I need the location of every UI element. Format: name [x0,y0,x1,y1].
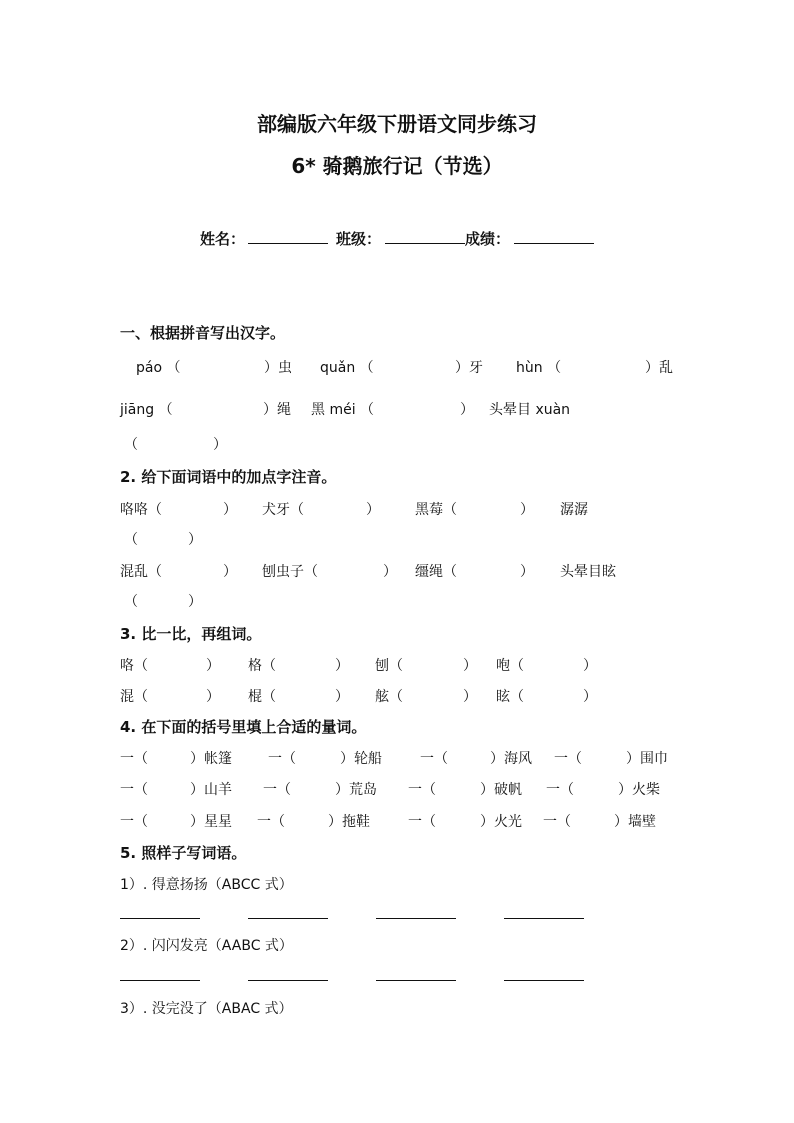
q4-item: 一（ [546,782,574,798]
q4-item: 一（ [120,751,148,767]
q4-item[interactable]: ）轮船 [340,751,382,767]
q1-item[interactable]: ）虫 [264,360,292,376]
q5-item-1: 1）. 得意扬扬（ABCC 式） [120,877,293,893]
q4-item[interactable]: ）围巾 [626,751,668,767]
q3-row [0,686,794,706]
q4-item: 一（ [543,814,571,830]
q2-item[interactable]: （ [124,594,138,610]
q1-item[interactable]: ）牙 [455,360,483,376]
q2-item[interactable]: ） [383,564,397,580]
q4-item[interactable]: ）山羊 [190,782,232,798]
q4-item[interactable]: ）拖鞋 [328,814,370,830]
answer-line[interactable] [120,980,200,981]
q2-item: 黑莓（ [415,502,457,518]
q2-item[interactable]: ） [223,502,237,518]
q2-item: 刨虫子（ [262,564,318,580]
q1-item[interactable]: ） [460,402,474,418]
q1-item: 头晕目 xuàn [489,402,571,418]
q1-item[interactable]: （ [124,437,138,453]
q4-item: 一（ [257,814,285,830]
q3-item: 棍（ [248,689,276,705]
q3-item: 刨（ [375,658,403,674]
q3-item: 舷（ [375,689,403,705]
q3-item: 咆（ [496,658,524,674]
q4-item: 一（ [408,814,436,830]
class-field[interactable] [385,243,465,244]
q1-item[interactable]: ）绳 [263,402,291,418]
q3-item: 混（ [120,689,148,705]
q4-item[interactable]: ）破帆 [480,782,522,798]
q3-item: 咯（ [120,658,148,674]
q2-row [0,591,794,611]
q1-item: jiāng （ [120,402,173,418]
q2-item[interactable]: ） [223,564,237,580]
page-title: 部编版六年级下册语文同步练习 [257,112,537,136]
q3-item[interactable]: ） [583,689,597,705]
q5-item-2: 2）. 闪闪发亮（AABC 式） [120,938,293,954]
q2-item[interactable]: ） [366,502,380,518]
q1-row [0,434,794,454]
q2-item[interactable]: ） [520,502,534,518]
class-label: 班级： [336,230,382,248]
q3-item[interactable]: ） [583,658,597,674]
q1-heading: 一、根据拼音写出汉字。 [120,324,286,342]
q1-item: 黑 méi （ [311,402,375,418]
answer-line[interactable] [248,918,328,919]
q1-item: páo （ [136,360,181,376]
q4-row [0,811,794,831]
q3-item[interactable]: ） [206,689,220,705]
q4-item: 一（ [120,814,148,830]
q1-item: quǎn （ [320,360,374,376]
name-label: 姓名： [200,230,246,248]
name-field[interactable] [248,243,328,244]
q2-row [0,561,794,581]
q1-row [0,399,794,419]
q2-item[interactable]: （ [124,532,138,548]
score-label: 成绩： [465,230,511,248]
q4-item[interactable]: ）星星 [190,814,232,830]
answer-line[interactable] [248,980,328,981]
q2-item: 头晕目眩 [560,564,616,580]
answer-line[interactable] [504,980,584,981]
q2-row [0,529,794,549]
score-field[interactable] [514,243,594,244]
q3-item: 眩（ [496,689,524,705]
q2-item[interactable]: ） [188,594,202,610]
q4-item: 一（ [120,782,148,798]
answer-line[interactable] [504,918,584,919]
q4-item: 一（ [268,751,296,767]
answer-line[interactable] [376,980,456,981]
q4-row [0,779,794,799]
q3-item[interactable]: ） [335,658,349,674]
q3-item[interactable]: ） [206,658,220,674]
q2-row [0,499,794,519]
q3-item[interactable]: ） [335,689,349,705]
q4-heading: 4. 在下面的括号里填上合适的量词。 [120,718,367,736]
q4-item: 一（ [408,782,436,798]
q1-item[interactable]: ）乱 [645,360,673,376]
q2-item: 潺潺 [560,502,588,518]
q4-item[interactable]: ）帐篷 [190,751,232,767]
q4-row [0,748,794,768]
q2-item: 混乱（ [120,564,162,580]
q3-item[interactable]: ） [463,689,477,705]
q4-item: 一（ [420,751,448,767]
q2-item: 咯咯（ [120,502,162,518]
answer-line[interactable] [120,918,200,919]
q4-item[interactable]: ）火光 [480,814,522,830]
q5-heading: 5. 照样子写词语。 [120,844,247,862]
q4-item[interactable]: ）火柴 [618,782,660,798]
q3-item: 格（ [248,658,276,674]
q4-item[interactable]: ）墙壁 [614,814,656,830]
q4-item[interactable]: ）荒岛 [335,782,377,798]
page-subtitle: 6* 骑鹅旅行记（节选） [291,154,503,178]
q2-item[interactable]: ） [520,564,534,580]
q1-item[interactable]: ） [213,437,227,453]
q3-heading: 3. 比一比，再组词。 [120,625,262,643]
q3-row [0,655,794,675]
q4-item: 一（ [263,782,291,798]
q2-item: 犬牙（ [262,502,304,518]
q5-item-3: 3）. 没完没了（ABAC 式） [120,1001,293,1017]
q4-item: 一（ [554,751,582,767]
q3-item[interactable]: ） [463,658,477,674]
answer-line[interactable] [376,918,456,919]
q1-row [0,357,794,377]
q4-item[interactable]: ）海风 [490,751,532,767]
q2-item[interactable]: ） [188,532,202,548]
q2-heading: 2. 给下面词语中的加点字注音。 [120,468,337,486]
q2-item: 缰绳（ [415,564,457,580]
q1-item: hùn （ [516,360,562,376]
